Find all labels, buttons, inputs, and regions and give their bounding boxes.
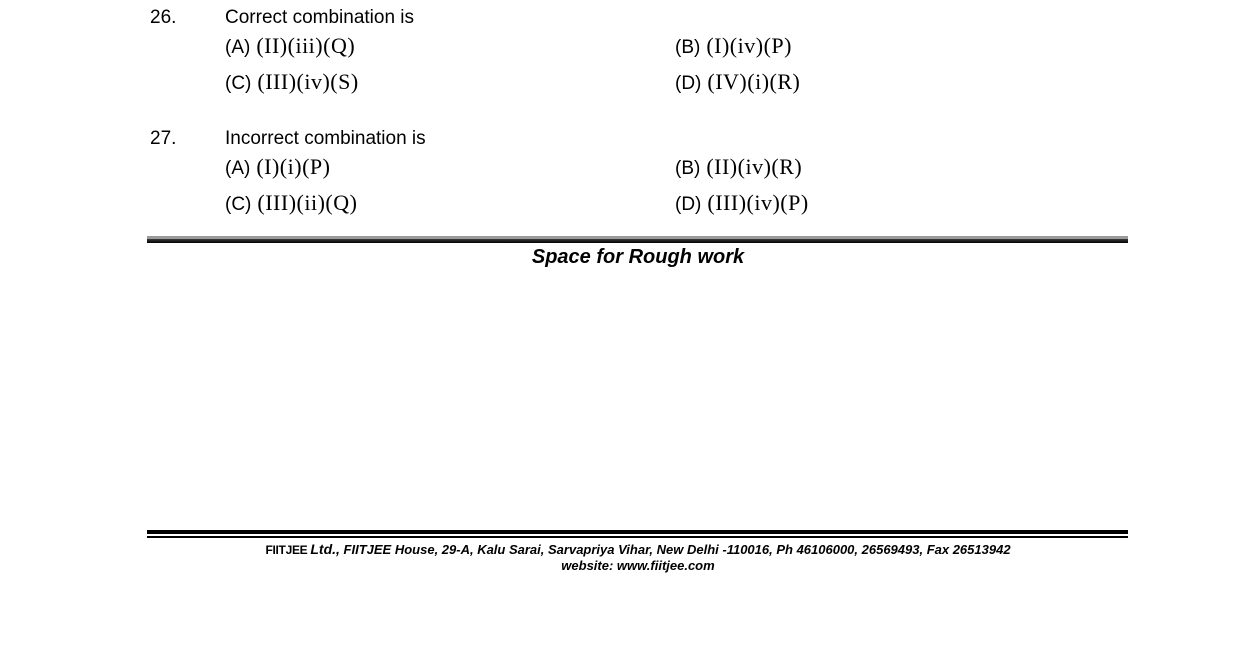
option-b[interactable] xyxy=(675,154,802,183)
rough-work-title: Space for Rough work xyxy=(531,246,745,268)
rough-work-divider xyxy=(147,236,1128,243)
option-value: (I)(iv)(P) xyxy=(706,33,792,58)
option-letter: (B) xyxy=(675,158,701,179)
question-stem: Incorrect combination is xyxy=(225,128,426,149)
option-b[interactable] xyxy=(675,33,792,62)
option-letter: (B) xyxy=(675,37,701,58)
option-d[interactable] xyxy=(675,69,800,98)
question-number: 26. xyxy=(150,7,177,28)
question-stem: Correct combination is xyxy=(225,7,415,28)
option-value: (III)(iv)(S) xyxy=(257,69,359,94)
option-letter: (A) xyxy=(225,158,251,179)
footer-ltd: Ltd., xyxy=(310,541,340,557)
footer-divider-thin xyxy=(147,536,1128,538)
option-value: (IV)(i)(R) xyxy=(707,69,801,94)
option-letter: (C) xyxy=(225,73,252,94)
option-letter: (C) xyxy=(225,194,252,215)
option-value: (II)(iii)(Q) xyxy=(256,33,356,58)
option-value: (III)(iv)(P) xyxy=(707,190,809,215)
footer-divider-thick xyxy=(147,530,1128,534)
option-letter: (A) xyxy=(225,37,251,58)
option-letter: (D) xyxy=(675,73,702,94)
footer-divider xyxy=(147,530,1128,538)
option-a[interactable] xyxy=(225,154,330,183)
rough-work-area[interactable] xyxy=(147,272,1128,527)
question-number: 27. xyxy=(150,128,177,149)
option-value: (I)(i)(P) xyxy=(256,154,331,179)
option-a[interactable] xyxy=(225,33,355,62)
footer-brand: FIITJEE xyxy=(265,543,308,557)
footer-address: FIITJEE House, 29-A, Kalu Sarai, Sarvapriya Vihar, New Delhi -110016, Ph 46106000, 26569493, Fax 26513942 xyxy=(343,542,1011,557)
footer xyxy=(0,541,1238,574)
footer-website[interactable]: website: www.fiitjee.com xyxy=(561,558,715,573)
option-letter: (D) xyxy=(675,194,702,215)
footer-address-line xyxy=(0,541,1238,558)
option-value: (II)(iv)(R) xyxy=(706,154,803,179)
option-value: (III)(ii)(Q) xyxy=(257,190,358,215)
option-c[interactable] xyxy=(225,69,359,98)
option-d[interactable] xyxy=(675,190,809,219)
option-c[interactable] xyxy=(225,190,357,219)
